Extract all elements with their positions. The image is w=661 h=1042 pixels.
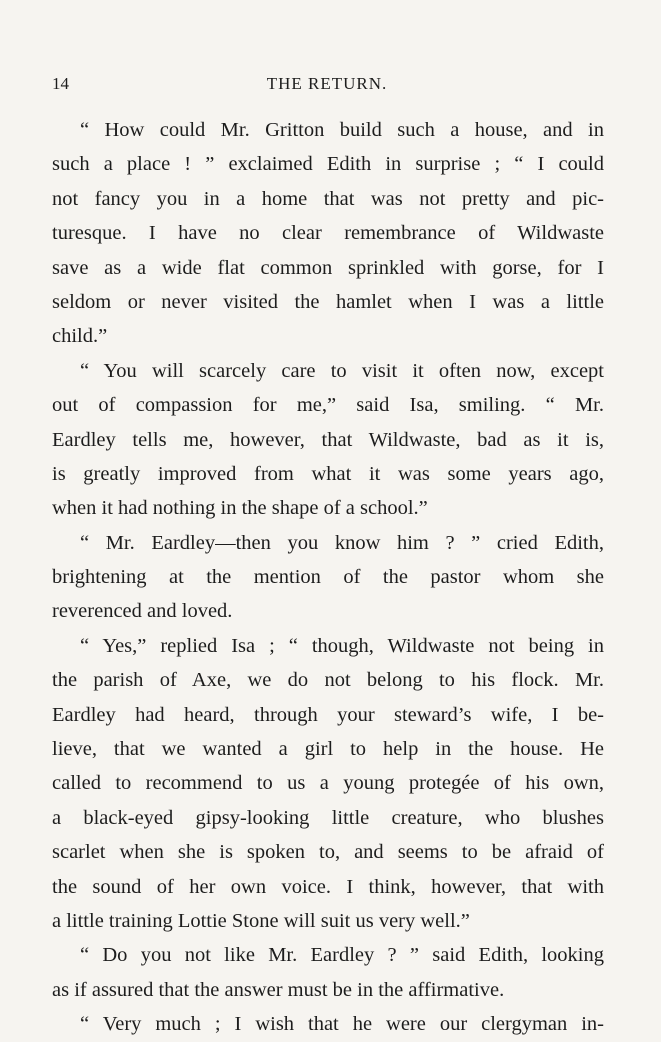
text-line: Eardley tells me, however, that Wildwaste, bad as it is, [52,428,604,451]
text-line: “ You will scarcely care to visit it often now, except [80,359,604,382]
text-line: the parish of Axe, we do not belong to his flock. Mr. [52,669,604,692]
text-line: a black-eyed gipsy-looking little creature, who blushes [52,806,604,829]
text-line: “ Mr. Eardley—then you know him ? ” cried Edith, [80,531,604,554]
text-line: not fancy you in a home that was not pretty and pic- [52,187,604,210]
text-line: as if assured that the answer must be in the affirmative. [52,978,505,1001]
text-line: is greatly improved from what it was some years ago, [52,462,604,485]
text-line: “ Yes,” replied Isa ; “ though, Wildwaste not being in [80,634,604,657]
text-line: lieve, that we wanted a girl to help in the house. He [52,738,604,761]
text-line: scarlet when she is spoken to, and seems to be afraid of [52,841,604,864]
text-line: child.” [52,325,108,348]
page-number: 14 [52,74,69,93]
text-line: “ How could Mr. Gritton build such a house, and in [80,119,604,141]
text-line: save as a wide flat common sprinkled with gorse, for I [52,256,604,279]
text-line: “ Very much ; I wish that he were our clergyman in- [80,1013,604,1036]
running-title: THE RETURN. [266,74,388,93]
text-line: “ Do you not like Mr. Eardley ? ” said Edith, looking [80,944,604,967]
text-line: brightening at the mention of the pastor whom she [52,566,604,589]
body-text [52,113,604,1042]
text-line: such a place ! ” exclaimed Edith in surprise ; “ I could [52,153,604,176]
page-header [52,74,602,98]
text-line: seldom or never visited the hamlet when I was a little [52,290,604,313]
text-line: a little training Lottie Stone will suit us very well.” [52,909,470,932]
text-line: out of compassion for me,” said Isa, smiling. “ Mr. [52,394,604,417]
text-line: reverenced and loved. [52,600,233,623]
text-line: when it had nothing in the shape of a school.” [52,497,428,520]
text-line: the sound of her own voice. I think, however, that with [52,875,604,898]
text-line: called to recommend to us a young protegée of his own, [52,772,604,795]
text-line: Eardley had heard, through your steward’s wife, I be- [52,703,604,726]
text-line: turesque. I have no clear remembrance of Wildwaste [52,222,604,245]
